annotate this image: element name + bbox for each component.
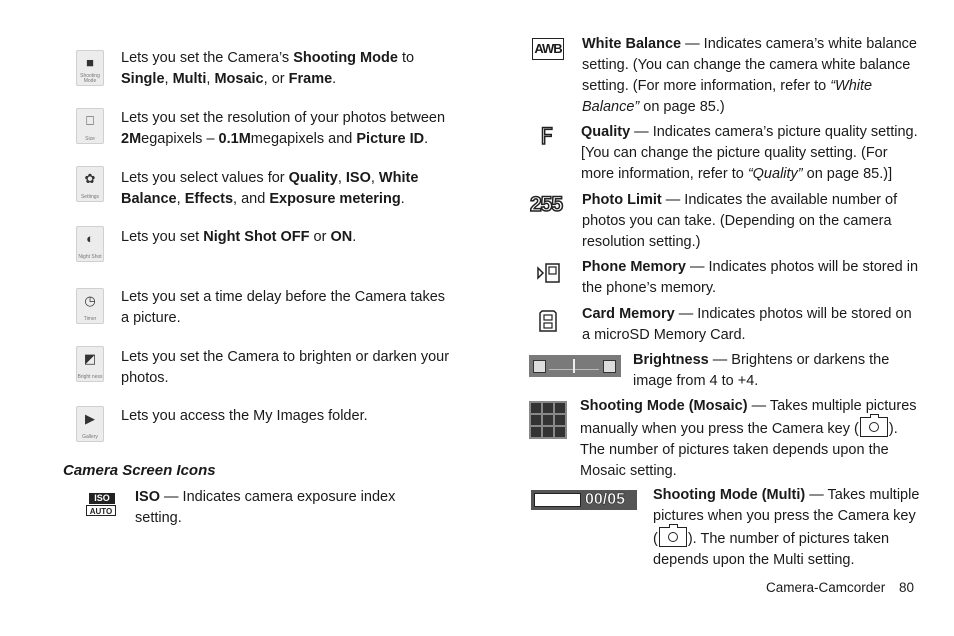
- brightness-icon: ◩ Bright ness: [76, 346, 104, 382]
- camera-key-icon: [860, 417, 888, 437]
- awb-icon: AWB: [532, 38, 564, 60]
- section-heading: Camera Screen Icons: [63, 462, 216, 479]
- footer-section: Camera-Camcorder: [766, 580, 886, 595]
- night-shot-icon: ◐ Night Shot: [76, 226, 104, 262]
- mode-item-description: Lets you select values for Quality, ISO, White Balance, Effects, and Exposure metering.: [121, 170, 419, 207]
- brightness-description: Brightness — Brightens or darkens the image from 4 to +4.: [633, 352, 890, 389]
- size-icon: ⎕ Size: [76, 108, 104, 144]
- mosaic-description: Shooting Mode (Mosaic) — Takes multiple pictures manually when you press the Camera key ( ). The number of pictures taken depends upon the Mosaic setting.: [580, 398, 917, 479]
- multi-description: Shooting Mode (Multi) — Takes multiple pictures when you press the Camera key ( ). The number of pictures taken depends upon the Multi setting.: [653, 487, 920, 568]
- camera-key-icon: [659, 527, 687, 547]
- mosaic-grid-icon: [529, 401, 567, 439]
- gallery-icon: ▶ Gallery: [76, 406, 104, 442]
- mode-item-description: Lets you set the resolution of your photos between 2Megapixels – 0.1Mmegapixels and Picture ID.: [121, 110, 446, 147]
- card-memory-description: Card Memory — Indicates photos will be stored on a microSD Memory Card.: [582, 306, 912, 343]
- phone-memory-icon: [536, 262, 562, 284]
- photo-limit-icon: 255: [530, 193, 563, 216]
- mode-item-description: Lets you access the My Images folder.: [121, 408, 368, 424]
- shooting-mode-icon: ■ Shooting Mode: [76, 50, 104, 86]
- quality-description: Quality — Indicates camera’s picture quality setting. [You can change the picture quality setting. (For more information, refer to “Quality” on page 85.)]: [581, 124, 918, 182]
- phone-memory-description: Phone Memory — Indicates photos will be stored in the phone’s memory.: [582, 259, 919, 296]
- quality-icon: F: [540, 125, 554, 150]
- mode-item-description: Lets you set Night Shot OFF or ON.: [121, 229, 357, 245]
- card-memory-icon: [538, 309, 558, 333]
- brightness-bar-icon: [529, 355, 621, 377]
- iso-description: ISO — Indicates camera exposure index setting.: [135, 489, 396, 526]
- mode-item-description: Lets you set a time delay before the Camera takes a picture.: [121, 289, 446, 326]
- iso-auto-icon: ISO AUTO: [86, 493, 118, 519]
- multi-counter-icon: 00/05: [531, 490, 637, 510]
- page-number: 80: [899, 580, 915, 595]
- mode-item-description: Lets you set the Camera to brighten or darken your photos.: [121, 349, 450, 386]
- timer-icon: ◷ Timer: [76, 288, 104, 324]
- settings-icon: ✿ Settings: [76, 166, 104, 202]
- white-balance-description: White Balance — Indicates camera’s white balance setting. (You can change the camera white balance setting. (For more information, refer to “White Balance” on page 85.): [582, 36, 917, 115]
- photo-limit-description: Photo Limit — Indicates the available number of photos you can take. (Depending on the camera resolution setting.): [582, 192, 898, 250]
- mode-item-description: Lets you set the Camera’s Shooting Mode to Single, Multi, Mosaic, or Frame.: [121, 50, 415, 87]
